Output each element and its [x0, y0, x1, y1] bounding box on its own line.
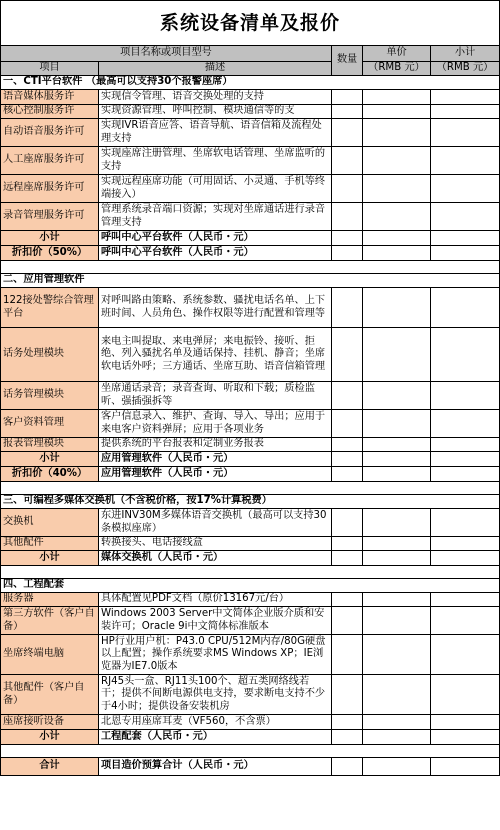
subtotal-label: 小计: [1, 551, 99, 566]
section-title: 四、工程配套: [1, 579, 500, 593]
qty-cell: [332, 758, 363, 776]
item-desc: 对呼叫路由策略、系统参数、骚扰电话名单、上下班时间、人员角色、操作权限等进行配置和管理等: [99, 288, 332, 328]
price-cell: [363, 452, 431, 467]
qty-cell: [332, 328, 363, 382]
qty-cell: [332, 203, 363, 231]
subtotal-cell: [431, 551, 500, 566]
qty-cell: [332, 231, 363, 246]
discount-label: 折扣价（40%）: [1, 467, 99, 482]
subtotal-cell: [431, 105, 500, 119]
item-name: 语音媒体服务许: [1, 90, 99, 105]
subtotal-desc: 应用管理软件（人民币・元）: [99, 452, 332, 467]
item-desc: RJ45头一盒、RJ11头100个、超五类网络线若干；提供不间断电源供电支持，要求断电支持不少于4小时；提供设备安装机房: [99, 675, 332, 715]
price-cell: [363, 758, 431, 776]
subtotal-cell: [431, 246, 500, 261]
subtotal-cell: [431, 119, 500, 147]
price-cell: [363, 551, 431, 566]
subtotal-cell: [431, 537, 500, 551]
price-cell: [363, 593, 431, 607]
subtotal-desc: 工程配套（人民币・元）: [99, 730, 332, 745]
subtotal-cell: [431, 382, 500, 410]
price-cell: [363, 382, 431, 410]
item-desc: 来电主叫提取、来电弹屏；来电振铃、接听、拒绝、列入骚扰名单及通话保持、挂机、静音；坐席软电话外呼；三方通话、坐席互助、语音信箱管理: [99, 328, 332, 382]
item-name: 话务管理模块: [1, 382, 99, 410]
price-cell: [363, 730, 431, 745]
header-qty: 数量: [332, 46, 363, 76]
subtotal-cell: [431, 635, 500, 675]
subtotal-cell: [431, 467, 500, 482]
qty-cell: [332, 382, 363, 410]
qty-cell: [332, 537, 363, 551]
total-desc: 项目造价预算合计（人民币・元）: [99, 758, 332, 776]
price-cell: [363, 119, 431, 147]
price-cell: [363, 288, 431, 328]
qty-cell: [332, 288, 363, 328]
subtotal-cell: [431, 675, 500, 715]
item-desc: 坐席通话录音；录音查询、听取和下载；质检监听、强插强拆等: [99, 382, 332, 410]
subtotal-label: 小计: [1, 452, 99, 467]
page-title: 系统设备清单及报价: [1, 1, 500, 46]
price-cell: [363, 715, 431, 730]
header-item: 项目: [1, 62, 99, 76]
price-cell: [363, 607, 431, 635]
price-cell: [363, 675, 431, 715]
qty-cell: [332, 675, 363, 715]
item-name: 坐席终端电脑: [1, 635, 99, 675]
item-name: 其他配件: [1, 537, 99, 551]
section-title: 三、可编程多媒体交换机（不含税价格，按17%计算税费）: [1, 495, 500, 509]
item-desc: 实现资源管理、呼叫控制、模块通信等的支: [99, 105, 332, 119]
item-name: 人工座席服务许可: [1, 147, 99, 175]
subtotal-cell: [431, 452, 500, 467]
item-name: 服务器: [1, 593, 99, 607]
item-name: 自动语音服务许可: [1, 119, 99, 147]
item-name: 远程座席服务许可: [1, 175, 99, 203]
discount-label: 折扣价（50%）: [1, 246, 99, 261]
qty-cell: [332, 175, 363, 203]
item-name: 其他配件（客户自备）: [1, 675, 99, 715]
section-title: 二、应用管理软件: [1, 274, 500, 288]
qty-cell: [332, 551, 363, 566]
qty-cell: [332, 147, 363, 175]
item-desc: 转换接头、电话接线盒: [99, 537, 332, 551]
item-desc: Windows 2003 Server中文简体企业版介质和安装许可；Oracle 9i中文简体标准版本: [99, 607, 332, 635]
item-desc: 北恩专用座席耳麦（VF560，不含票）: [99, 715, 332, 730]
price-cell: [363, 467, 431, 482]
subtotal-cell: [431, 231, 500, 246]
qty-cell: [332, 467, 363, 482]
item-desc: 实现远程座席功能（可用固话、小灵通、手机等终端接入）: [99, 175, 332, 203]
item-name: 122接处警综合管理平台: [1, 288, 99, 328]
header-description: 描述: [99, 62, 332, 76]
price-cell: [363, 438, 431, 452]
qty-cell: [332, 635, 363, 675]
item-name: 核心控制服务许: [1, 105, 99, 119]
qty-cell: [332, 105, 363, 119]
subtotal-desc: 呼叫中心平台软件（人民币・元）: [99, 231, 332, 246]
price-cell: [363, 147, 431, 175]
header-unit-price-currency: （RMB 元）: [363, 62, 431, 76]
item-desc: 客户信息录入、维护、查询、导入、导出；应用于来电客户资料弹屏；应用于各项业务: [99, 410, 332, 438]
header-name-or-model: 项目名称或项目型号: [1, 46, 332, 62]
qty-cell: [332, 607, 363, 635]
item-name: 座席接听设备: [1, 715, 99, 730]
price-cell: [363, 175, 431, 203]
subtotal-cell: [431, 730, 500, 745]
item-desc: 具体配置见PDF文档（原价13167元/台）: [99, 593, 332, 607]
item-name: 录音管理服务许可: [1, 203, 99, 231]
item-desc: 实现信令管理、语音交换处理的支持: [99, 90, 332, 105]
qty-cell: [332, 593, 363, 607]
item-desc: 管理系统录音端口资源；实现对坐席通话进行录音管理支持: [99, 203, 332, 231]
header-unit-price: 单价: [363, 46, 431, 62]
item-name: 客户资料管理: [1, 410, 99, 438]
item-desc: 实现座席注册管理、坐席软电话管理、坐席监听的支持: [99, 147, 332, 175]
item-desc: 提供系统的平台报表和定制业务报表: [99, 438, 332, 452]
price-cell: [363, 203, 431, 231]
price-cell: [363, 246, 431, 261]
header-subtotal-currency: （RMB 元）: [431, 62, 500, 76]
price-cell: [363, 231, 431, 246]
discount-desc: 呼叫中心平台软件（人民币・元）: [99, 246, 332, 261]
price-cell: [363, 410, 431, 438]
subtotal-cell: [431, 147, 500, 175]
price-cell: [363, 635, 431, 675]
subtotal-cell: [431, 438, 500, 452]
subtotal-cell: [431, 203, 500, 231]
item-desc: HP行业用户机：P43.0 CPU/512M内存/80G硬盘以上配置；操作系统要求MS Windows XP；IE浏览器为IE7.0版本: [99, 635, 332, 675]
item-name: 第三方软件（客户自备）: [1, 607, 99, 635]
subtotal-label: 小计: [1, 231, 99, 246]
subtotal-cell: [431, 328, 500, 382]
qty-cell: [332, 509, 363, 537]
qty-cell: [332, 246, 363, 261]
qty-cell: [332, 730, 363, 745]
price-cell: [363, 537, 431, 551]
subtotal-label: 小计: [1, 730, 99, 745]
subtotal-cell: [431, 410, 500, 438]
subtotal-cell: [431, 90, 500, 105]
price-cell: [363, 509, 431, 537]
item-desc: 东进INV30M多媒体语音交换机（最高可以支持30条模拟座席）: [99, 509, 332, 537]
subtotal-cell: [431, 288, 500, 328]
qty-cell: [332, 452, 363, 467]
price-cell: [363, 105, 431, 119]
item-name: 交换机: [1, 509, 99, 537]
total-label: 合计: [1, 758, 99, 776]
section-title: 一、CTI平台软件 （最高可以支持30个报警座席）: [1, 76, 500, 90]
item-name: 报表管理模块: [1, 438, 99, 452]
price-cell: [363, 90, 431, 105]
qty-cell: [332, 90, 363, 105]
qty-cell: [332, 715, 363, 730]
subtotal-cell: [431, 607, 500, 635]
qty-cell: [332, 119, 363, 147]
discount-desc: 应用管理软件（人民币・元）: [99, 467, 332, 482]
item-desc: 实现IVR语音应答、语音导航、语音信箱及流程处理支持: [99, 119, 332, 147]
subtotal-cell: [431, 715, 500, 730]
item-name: 话务处理模块: [1, 328, 99, 382]
subtotal-cell: [431, 509, 500, 537]
qty-cell: [332, 438, 363, 452]
subtotal-desc: 媒体交换机（人民币・元）: [99, 551, 332, 566]
subtotal-cell: [431, 593, 500, 607]
price-cell: [363, 328, 431, 382]
qty-cell: [332, 410, 363, 438]
subtotal-cell: [431, 175, 500, 203]
header-subtotal: 小计: [431, 46, 500, 62]
total-cell: [431, 758, 500, 776]
